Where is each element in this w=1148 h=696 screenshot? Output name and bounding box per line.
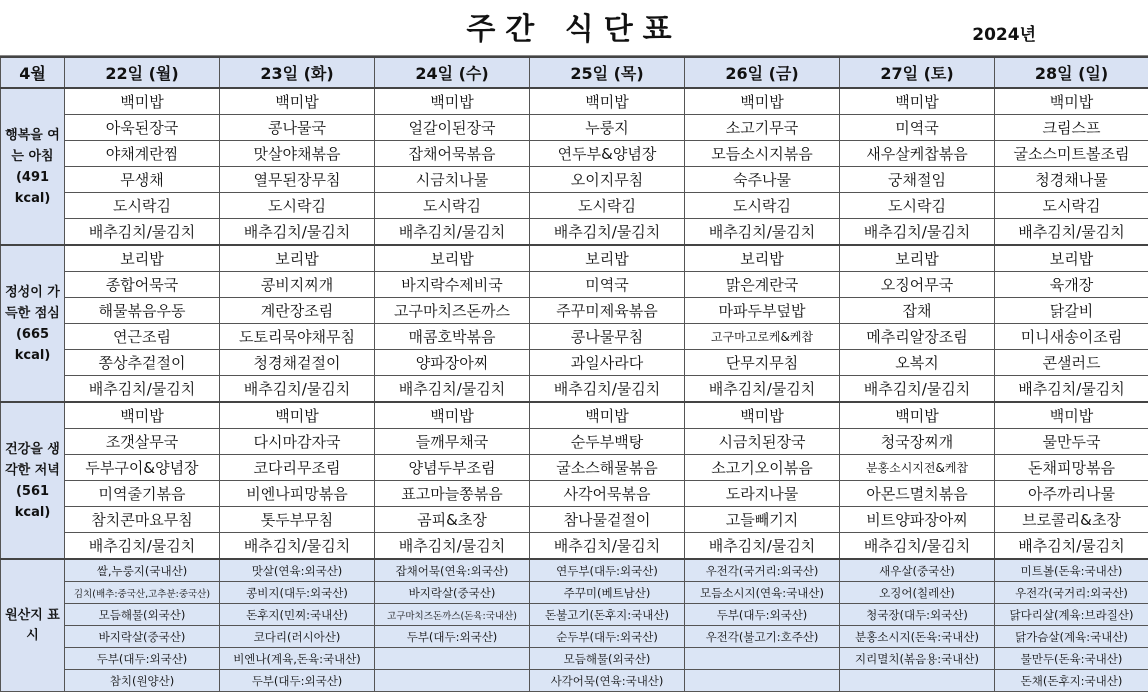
origin-item: 김치(배추:중국산,고추분:중국산): [65, 582, 220, 604]
menu-row: [1, 193, 1148, 219]
origin-item: 사각어묵(연육:국내산): [530, 670, 685, 692]
year-label: 2024년: [972, 25, 1036, 45]
day-header: 28일 (일): [995, 57, 1148, 88]
origin-item: 바지락살(중국산): [375, 582, 530, 604]
origin-item: [685, 648, 840, 670]
menu-item: 고구마고로케&케찹: [685, 324, 840, 350]
menu-item: 도시락김: [65, 193, 220, 219]
origin-item: 오징어(칠레산): [840, 582, 995, 604]
menu-item: 배추김치/물김치: [220, 533, 375, 560]
menu-item: 잡채: [840, 298, 995, 324]
menu-item: 해물볶음우동: [65, 298, 220, 324]
origin-item: 지리멸치(볶음용:국내산): [840, 648, 995, 670]
menu-item: 곰피&초장: [375, 507, 530, 533]
origin-item: 잡채어묵(연육:외국산): [375, 559, 530, 582]
menu-item: 맛살야채볶음: [220, 141, 375, 167]
menu-item: 잡채어묵볶음: [375, 141, 530, 167]
menu-item: 코다리무조림: [220, 455, 375, 481]
menu-item: 보리밥: [65, 245, 220, 272]
origin-item: [840, 670, 995, 692]
menu-item: 청경채나물: [995, 167, 1148, 193]
menu-item: 비트양파장아찌: [840, 507, 995, 533]
meal-label: 정성이 가득한 점심 (665 kcal): [1, 245, 65, 402]
origin-item: 돈채(돈후지:국내산): [995, 670, 1148, 692]
menu-item: 톳두부무침: [220, 507, 375, 533]
day-header: 26일 (금): [685, 57, 840, 88]
menu-item: 고구마치즈돈까스: [375, 298, 530, 324]
menu-item: 모듬소시지볶음: [685, 141, 840, 167]
menu-item: 배추김치/물김치: [375, 219, 530, 246]
menu-item: 소고기무국: [685, 115, 840, 141]
origin-item: 참치(원양산): [65, 670, 220, 692]
menu-item: 백미밥: [685, 88, 840, 115]
menu-item: 순두부백탕: [530, 429, 685, 455]
menu-item: 배추김치/물김치: [995, 219, 1148, 246]
origin-item: 물만두(돈육:국내산): [995, 648, 1148, 670]
origin-item: 두부(대두:외국산): [220, 670, 375, 692]
menu-item: 굴소스미트볼조림: [995, 141, 1148, 167]
menu-row: [1, 455, 1148, 481]
menu-item: 청국장찌개: [840, 429, 995, 455]
menu-item: 배추김치/물김치: [375, 533, 530, 560]
menu-item: 들깨무채국: [375, 429, 530, 455]
menu-item: 콩비지찌개: [220, 272, 375, 298]
origin-item: 돈불고기(돈후지:국내산): [530, 604, 685, 626]
meal-label: 건강을 생각한 저녁 (561 kcal): [1, 402, 65, 559]
table-header: [1, 57, 1148, 88]
origin-item: 모듬해물(외국산): [65, 604, 220, 626]
menu-item: 백미밥: [685, 402, 840, 429]
origin-row: [1, 648, 1148, 670]
menu-row: [1, 324, 1148, 350]
origin-row: [1, 604, 1148, 626]
menu-item: 닭갈비: [995, 298, 1148, 324]
menu-item: 주꾸미제육볶음: [530, 298, 685, 324]
menu-item: 배추김치/물김치: [995, 376, 1148, 403]
origin-item: 돈후지(민찌:국내산): [220, 604, 375, 626]
menu-item: 백미밥: [375, 402, 530, 429]
menu-item: 배추김치/물김치: [65, 533, 220, 560]
menu-item: 아몬드멸치볶음: [840, 481, 995, 507]
menu-item: 두부구이&양념장: [65, 455, 220, 481]
menu-item: 도시락김: [530, 193, 685, 219]
menu-item: 물만두국: [995, 429, 1148, 455]
origin-item: [685, 670, 840, 692]
origin-item: 비엔나(계육,돈육:국내산): [220, 648, 375, 670]
menu-row: [1, 481, 1148, 507]
menu-item: 백미밥: [840, 88, 995, 115]
origin-item: 콩비지(대두:외국산): [220, 582, 375, 604]
menu-row: [1, 88, 1148, 115]
origin-item: 주꾸미(베트남산): [530, 582, 685, 604]
menu-item: 보리밥: [220, 245, 375, 272]
origin-item: 두부(대두:외국산): [375, 626, 530, 648]
menu-item: 도라지나물: [685, 481, 840, 507]
menu-item: 오복지: [840, 350, 995, 376]
menu-row: [1, 376, 1148, 403]
origin-item: 모듬해물(외국산): [530, 648, 685, 670]
menu-item: 도시락김: [995, 193, 1148, 219]
menu-item: 표고마늘쫑볶음: [375, 481, 530, 507]
menu-item: 무생채: [65, 167, 220, 193]
menu-row: [1, 298, 1148, 324]
page-header: [0, 0, 1148, 56]
menu-item: 시금치나물: [375, 167, 530, 193]
menu-item: 도시락김: [375, 193, 530, 219]
menu-item: 도시락김: [840, 193, 995, 219]
menu-item: 맑은계란국: [685, 272, 840, 298]
menu-item: 배추김치/물김치: [685, 219, 840, 246]
menu-item: 백미밥: [995, 402, 1148, 429]
menu-item: 배추김치/물김치: [995, 533, 1148, 560]
menu-item: 미역국: [530, 272, 685, 298]
menu-item: 참치콘마요무침: [65, 507, 220, 533]
origin-item: 미트볼(돈육:국내산): [995, 559, 1148, 582]
header-row: [1, 57, 1148, 88]
menu-item: 마파두부덮밥: [685, 298, 840, 324]
menu-item: 백미밥: [220, 88, 375, 115]
menu-item: 백미밥: [65, 402, 220, 429]
origin-item: 코다리(러시아산): [220, 626, 375, 648]
menu-item: 열무된장무침: [220, 167, 375, 193]
menu-item: 계란장조림: [220, 298, 375, 324]
menu-item: 백미밥: [995, 88, 1148, 115]
menu-row: [1, 115, 1148, 141]
menu-item: 배추김치/물김치: [220, 219, 375, 246]
menu-item: 콘샐러드: [995, 350, 1148, 376]
menu-row: [1, 507, 1148, 533]
menu-item: 얼갈이된장국: [375, 115, 530, 141]
menu-item: 보리밥: [840, 245, 995, 272]
menu-item: 배추김치/물김치: [375, 376, 530, 403]
menu-item: 보리밥: [995, 245, 1148, 272]
menu-item: 숙주나물: [685, 167, 840, 193]
origin-item: 두부(대두:외국산): [685, 604, 840, 626]
menu-item: 도시락김: [220, 193, 375, 219]
menu-item: 미니새송이조림: [995, 324, 1148, 350]
day-header: 23일 (화): [220, 57, 375, 88]
origin-item: 우전각(불고기:호주산): [685, 626, 840, 648]
menu-item: 배추김치/물김치: [840, 376, 995, 403]
origin-item: [375, 648, 530, 670]
menu-item: 보리밥: [685, 245, 840, 272]
menu-item: 배추김치/물김치: [65, 219, 220, 246]
menu-item: 굴소스해물볶음: [530, 455, 685, 481]
meal-label: 행복을 여는 아침 (491 kcal): [1, 88, 65, 245]
origin-item: [375, 670, 530, 692]
menu-item: 오이지무침: [530, 167, 685, 193]
origin-item: 닭다리살(계육:브라질산): [995, 604, 1148, 626]
menu-item: 돈채피망볶음: [995, 455, 1148, 481]
menu-item: 배추김치/물김치: [840, 533, 995, 560]
menu-item: 배추김치/물김치: [220, 376, 375, 403]
menu-item: 백미밥: [65, 88, 220, 115]
menu-item: 양념두부조림: [375, 455, 530, 481]
origin-row: [1, 670, 1148, 692]
origin-row: [1, 626, 1148, 648]
page-title: 주간 식단표: [466, 12, 682, 47]
menu-item: 도시락김: [685, 193, 840, 219]
origin-item: 우전각(국거리:외국산): [685, 559, 840, 582]
menu-item: 매콤호박볶음: [375, 324, 530, 350]
menu-item: 미역국: [840, 115, 995, 141]
menu-item: 백미밥: [840, 402, 995, 429]
menu-item: 배추김치/물김치: [840, 219, 995, 246]
menu-item: 시금치된장국: [685, 429, 840, 455]
menu-item: 백미밥: [375, 88, 530, 115]
origin-item: 고구마치즈돈까스(돈육:국내산): [375, 604, 530, 626]
menu-item: 누룽지: [530, 115, 685, 141]
menu-row: [1, 429, 1148, 455]
menu-item: 브로콜리&초장: [995, 507, 1148, 533]
menu-row: [1, 533, 1148, 560]
menu-item: 사각어묵볶음: [530, 481, 685, 507]
menu-item: 궁채절임: [840, 167, 995, 193]
menu-item: 보리밥: [530, 245, 685, 272]
menu-item: 크림스프: [995, 115, 1148, 141]
day-header: 25일 (목): [530, 57, 685, 88]
origin-item: 모듬소시지(연육:국내산): [685, 582, 840, 604]
menu-item: 배추김치/물김치: [530, 376, 685, 403]
menu-row: [1, 141, 1148, 167]
day-header: 22일 (월): [65, 57, 220, 88]
origin-label: 원산지 표시: [1, 559, 65, 692]
menu-item: 쫑상추겉절이: [65, 350, 220, 376]
menu-item: 새우살케찹볶음: [840, 141, 995, 167]
menu-item: 배추김치/물김치: [65, 376, 220, 403]
origin-item: 두부(대두:외국산): [65, 648, 220, 670]
menu-item: 메추리알장조림: [840, 324, 995, 350]
origin-item: 우전각(국거리:외국산): [995, 582, 1148, 604]
origin-item: 맛살(연육:외국산): [220, 559, 375, 582]
menu-item: 콩나물국: [220, 115, 375, 141]
menu-item: 비엔나피망볶음: [220, 481, 375, 507]
menu-row: [1, 167, 1148, 193]
menu-item: 백미밥: [220, 402, 375, 429]
origin-item: 새우살(중국산): [840, 559, 995, 582]
menu-item: 다시마감자국: [220, 429, 375, 455]
menu-item: 고들빼기지: [685, 507, 840, 533]
menu-item: 도토리묵야채무침: [220, 324, 375, 350]
menu-item: 분홍소시지전&케찹: [840, 455, 995, 481]
menu-item: 보리밥: [375, 245, 530, 272]
origin-row: [1, 559, 1148, 582]
origin-item: 연두부(대두:외국산): [530, 559, 685, 582]
menu-item: 배추김치/물김치: [530, 219, 685, 246]
menu-row: [1, 245, 1148, 272]
menu-item: 과일사라다: [530, 350, 685, 376]
menu-item: 바지락수제비국: [375, 272, 530, 298]
menu-item: 야채계란찜: [65, 141, 220, 167]
menu-item: 배추김치/물김치: [530, 533, 685, 560]
menu-item: 양파장아찌: [375, 350, 530, 376]
menu-item: 연근조림: [65, 324, 220, 350]
menu-item: 오징어무국: [840, 272, 995, 298]
menu-item: 콩나물무침: [530, 324, 685, 350]
menu-item: 미역줄기볶음: [65, 481, 220, 507]
menu-item: 종합어묵국: [65, 272, 220, 298]
origin-item: 쌀,누룽지(국내산): [65, 559, 220, 582]
origin-item: 바지락살(중국산): [65, 626, 220, 648]
menu-item: 백미밥: [530, 88, 685, 115]
menu-row: [1, 402, 1148, 429]
menu-item: 육개장: [995, 272, 1148, 298]
origin-item: 닭가슴살(계육:국내산): [995, 626, 1148, 648]
table-body: [1, 88, 1148, 692]
menu-item: 참나물겉절이: [530, 507, 685, 533]
origin-row: [1, 582, 1148, 604]
day-header: 27일 (토): [840, 57, 995, 88]
menu-item: 아주까리나물: [995, 481, 1148, 507]
origin-item: 순두부(대두:외국산): [530, 626, 685, 648]
menu-item: 배추김치/물김치: [685, 376, 840, 403]
menu-table: [0, 56, 1148, 692]
menu-row: [1, 350, 1148, 376]
day-header: 24일 (수): [375, 57, 530, 88]
menu-item: 단무지무침: [685, 350, 840, 376]
menu-item: 아욱된장국: [65, 115, 220, 141]
menu-row: [1, 219, 1148, 246]
origin-item: 분홍소시지(돈육:국내산): [840, 626, 995, 648]
menu-item: 배추김치/물김치: [685, 533, 840, 560]
menu-item: 조갯살무국: [65, 429, 220, 455]
menu-item: 연두부&양념장: [530, 141, 685, 167]
origin-item: 청국장(대두:외국산): [840, 604, 995, 626]
menu-row: [1, 272, 1148, 298]
month-header: 4월: [1, 57, 65, 88]
menu-item: 소고기오이볶음: [685, 455, 840, 481]
menu-item: 청경채겉절이: [220, 350, 375, 376]
menu-item: 백미밥: [530, 402, 685, 429]
